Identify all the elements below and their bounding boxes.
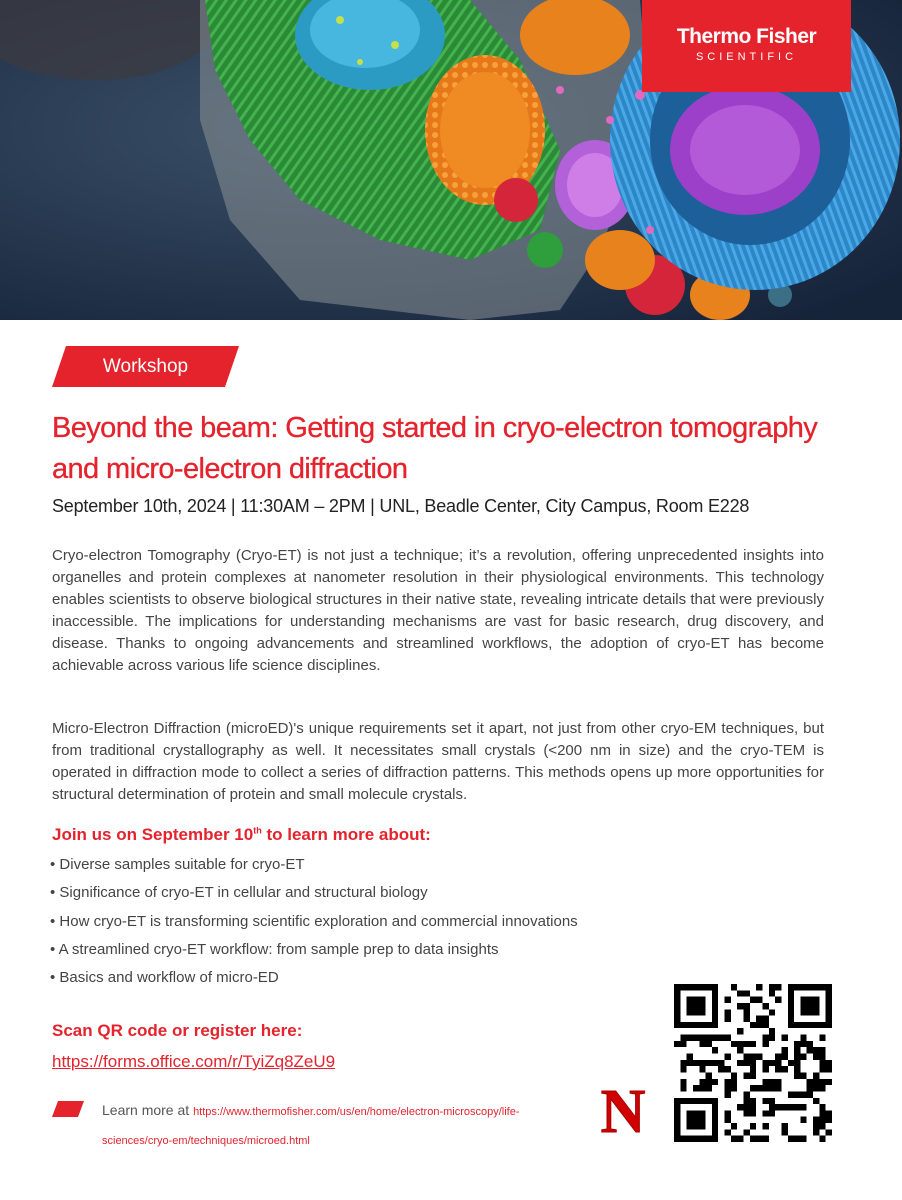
list-item: • Significance of cryo-ET in cellular and structural biology: [50, 884, 428, 902]
learn-more-link[interactable]: https://www.thermofisher.com/us/en/home/electron-microscopy/life-sciences/cryo-em/techniques/microed.html: [102, 1106, 520, 1147]
list-item: • Basics and workflow of micro-ED: [50, 969, 279, 987]
thermo-fisher-logo: [642, 0, 851, 92]
event-details: September 10th, 2024 | 11:30AM – 2PM | UNL, Beadle Center, City Campus, Room E228: [52, 496, 750, 516]
intro-paragraph-cryo-et: Cryo-electron Tomography (Cryo-ET) is not just a technique; it’s a revolution, offering unprecedented insights into organelles and protein complexes at nanometer resolution in their physiological environments. This technology enables scientists to observe biological structures in their native state, revealing intricate details that were previously inaccessible. The implications for understanding mechanisms are vast for basic research, drug discovery, and disease. Thanks to ongoing advancements and streamlined workflows, the adoption of cryo-ET has become achievable across various life science disciplines.: [52, 547, 824, 674]
nebraska-logo-letter: N: [600, 1080, 646, 1138]
logo-subname: SCIENTIFIC: [695, 51, 798, 63]
join-heading-pre: Join us on September 10: [52, 825, 254, 844]
register-link[interactable]: https://forms.office.com/r/TyiZq8ZeU9: [52, 1052, 336, 1071]
workshop-tag-label: Workshop: [102, 356, 189, 377]
intro-paragraph-microed: Micro-Electron Diffraction (microED)'s unique requirements set it apart, not just from other cryo-EM techniques, but from traditional crystallography as well. It necessitates small crystals (<200 nm in size) and the cryo-TEM is operated in diffraction mode to collect a series of diffraction patterns. This methods opens up more opportunities for structural determination of protein and small molecule crystals.: [52, 720, 824, 803]
join-heading-post: to learn more about:: [261, 825, 431, 844]
join-heading-sup: th: [253, 825, 262, 836]
logo-name: Thermo Fisher: [676, 25, 817, 48]
nebraska-logo-icon: [592, 1080, 654, 1138]
learn-more: [102, 1097, 542, 1155]
red-marker-icon: [52, 1101, 84, 1117]
join-heading: [52, 825, 431, 845]
list-item: • A streamlined cryo-ET workflow: from sample prep to data insights: [50, 940, 499, 958]
list-item: • Diverse samples suitable for cryo-ET: [50, 856, 305, 873]
scan-heading: Scan QR code or register here:: [52, 1021, 303, 1040]
qr-code[interactable]: [674, 984, 832, 1142]
learn-more-label: Learn more at: [102, 1102, 190, 1118]
list-item: • How cryo-ET is transforming scientific exploration and commercial innovations: [50, 912, 578, 930]
page-title: Beyond the beam: Getting started in cryo-electron tomography and micro-electron diffraction: [52, 412, 818, 485]
workshop-tag: [52, 346, 239, 387]
topics-list: [50, 851, 578, 992]
